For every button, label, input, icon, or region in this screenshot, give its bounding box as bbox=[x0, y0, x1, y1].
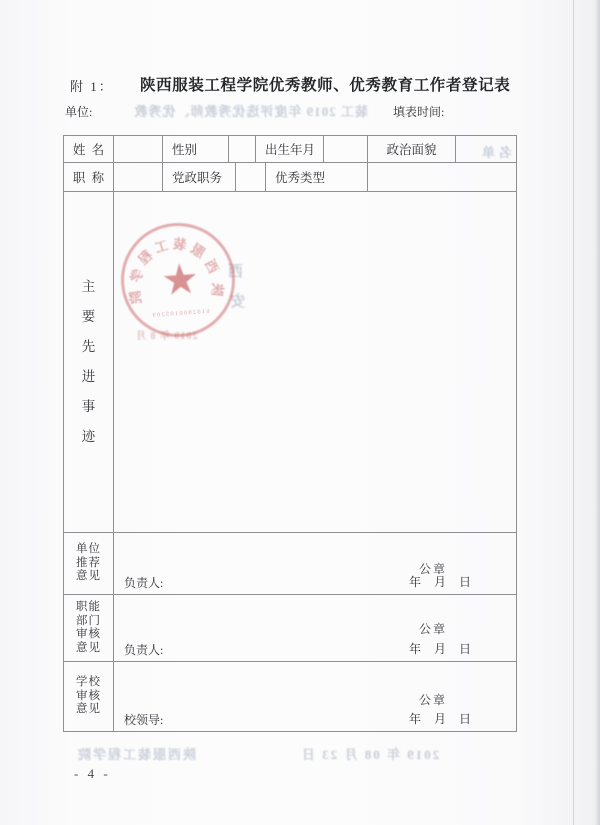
row-dept-review bbox=[64, 595, 516, 662]
school-review-label-cell bbox=[64, 662, 114, 731]
bleedthrough-date-stamp: 2019 年 8 月 bbox=[135, 331, 198, 342]
seal-char: 工 bbox=[152, 237, 170, 256]
name-value-cell bbox=[114, 136, 163, 162]
unit-label: 单位: bbox=[65, 105, 93, 119]
scan-crease-line bbox=[573, 0, 574, 825]
seal-char: 服 bbox=[188, 240, 208, 261]
responsible-person-label: 负责人: bbox=[124, 576, 164, 590]
birth-value-cell bbox=[324, 136, 368, 162]
label-line: 单位 bbox=[76, 543, 101, 556]
unit-recommendation-label-cell bbox=[64, 533, 114, 594]
fill-time-label: 填表时间: bbox=[393, 105, 445, 119]
seal-mirrored-layer bbox=[117, 219, 239, 341]
bleedthrough-beside-stamp-2: 安 bbox=[230, 294, 246, 310]
official-seal-label: 公章 bbox=[418, 693, 447, 707]
label-line: 审核 bbox=[76, 628, 101, 640]
label-line: 部门 bbox=[76, 614, 101, 627]
main-deeds-label-cell bbox=[64, 192, 114, 532]
date-label: 年 月 日 bbox=[408, 575, 471, 589]
registration-form-table bbox=[63, 135, 517, 732]
official-seal-label: 公章 bbox=[418, 622, 447, 636]
school-review-content-cell bbox=[114, 662, 516, 731]
dept-review-label-cell bbox=[64, 595, 114, 661]
bleedthrough-row1-text: 名单 bbox=[478, 145, 513, 160]
label-line: 学校 bbox=[76, 676, 101, 689]
political-status-label-cell: 政治面貌 bbox=[368, 136, 456, 162]
bleedthrough-beside-stamp-1: 西 bbox=[228, 264, 244, 280]
bleedthrough-footer-left: 陕西服装工程学院 bbox=[76, 747, 197, 762]
label-line: 意见 bbox=[76, 703, 101, 716]
excellence-type-label-cell: 优秀类型 bbox=[266, 163, 368, 191]
bleedthrough-footer-right: 2019 年 08 月 23 日 bbox=[300, 747, 440, 762]
main-deeds-char: 先 bbox=[81, 339, 96, 354]
label-line: 意见 bbox=[76, 570, 101, 583]
row-unit-recommendation bbox=[64, 533, 516, 595]
school-leader-label: 校领导: bbox=[124, 713, 164, 727]
seal-char: 陕 bbox=[209, 282, 226, 297]
party-post-label-cell: 党政职务 bbox=[163, 163, 236, 191]
date-label: 年 月 日 bbox=[408, 712, 471, 726]
main-deeds-char: 主 bbox=[81, 279, 96, 294]
date-label: 年 月 日 bbox=[408, 642, 471, 656]
label-line: 审核 bbox=[76, 689, 101, 702]
main-deeds-char: 进 bbox=[81, 369, 96, 384]
gender-value-cell bbox=[229, 136, 256, 162]
seal-char: 西 bbox=[202, 257, 222, 276]
political-status-value-cell bbox=[456, 136, 516, 162]
red-seal-stamp bbox=[117, 219, 239, 341]
label-line: 意见 bbox=[76, 641, 101, 654]
paper-edge-shadow bbox=[595, 0, 600, 825]
seal-star-icon: ★ bbox=[159, 253, 201, 306]
responsible-person-label: 负责人: bbox=[124, 643, 164, 657]
name-label-cell: 姓 名 bbox=[64, 136, 114, 162]
seal-char: 院 bbox=[127, 289, 144, 305]
title-label-cell: 职 称 bbox=[64, 163, 114, 191]
party-post-value-cell bbox=[236, 163, 266, 191]
row-school-review bbox=[64, 662, 516, 731]
birth-label-cell: 出生年月 bbox=[256, 136, 324, 162]
label-line: 职能 bbox=[76, 601, 101, 613]
dept-review-content-cell bbox=[114, 595, 516, 661]
attachment-label: 附 1： bbox=[70, 79, 114, 94]
seal-char: 装 bbox=[172, 235, 188, 253]
seal-char: 学 bbox=[127, 267, 147, 285]
unit-recommendation-content-cell bbox=[114, 533, 516, 594]
excellence-type-value-cell bbox=[368, 163, 516, 191]
official-seal-label: 公章 bbox=[418, 562, 447, 576]
main-deeds-char: 迹 bbox=[81, 429, 96, 444]
seal-char: 程 bbox=[135, 247, 156, 268]
gender-label-cell: 性别 bbox=[163, 136, 229, 162]
bleedthrough-header-text: 装工 2019 年度评选优秀教师、优秀教 bbox=[133, 104, 368, 118]
row-basic-info-1 bbox=[64, 136, 516, 163]
page-title: 陕西服装工程学院优秀教师、优秀教育工作者登记表 bbox=[140, 77, 511, 94]
main-deeds-char: 事 bbox=[81, 399, 96, 414]
label-line: 推荐 bbox=[76, 556, 101, 569]
title-value-cell bbox=[114, 163, 163, 191]
page-number: - 4 - bbox=[74, 766, 111, 781]
seal-serial-number: 6102800105209 bbox=[150, 308, 210, 319]
main-deeds-char: 要 bbox=[81, 309, 96, 324]
row-basic-info-2 bbox=[64, 163, 516, 192]
